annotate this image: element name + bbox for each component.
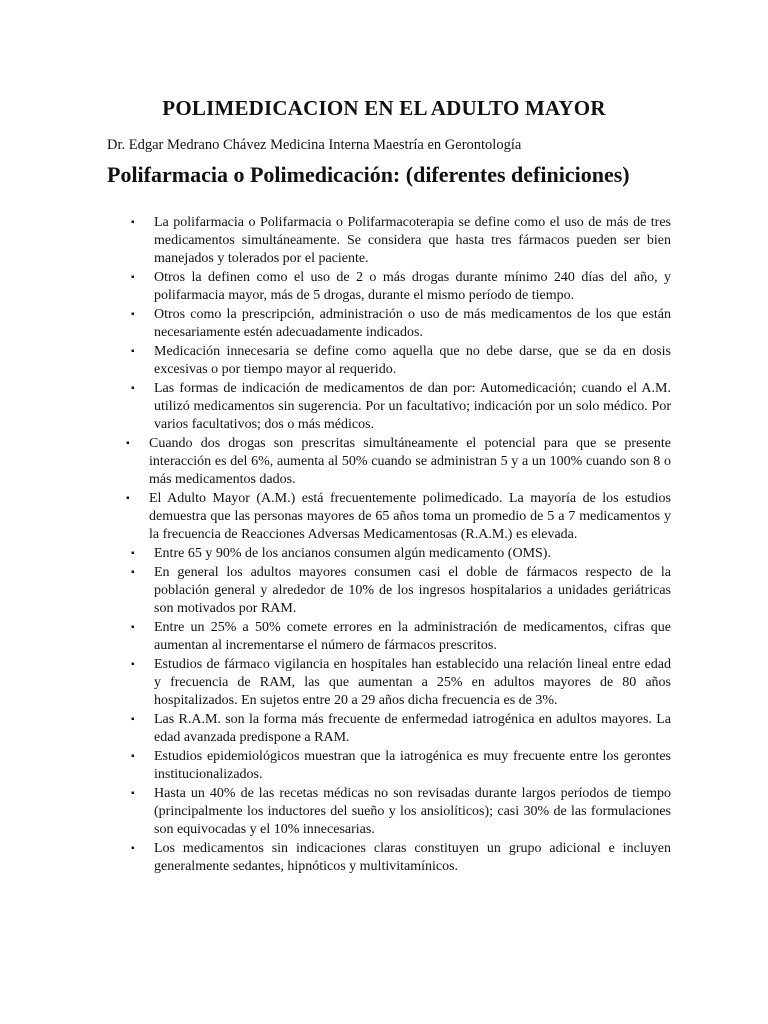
list-item-text: Cuando dos drogas son prescritas simultáneamente el potencial para que se presente interacción es del 6%, aumenta al 50% cuando se administran 5 y a un 100% cuando son 8 o más medicamentos dados. xyxy=(149,436,671,487)
square-bullet-icon: ▪ xyxy=(131,659,135,670)
list-item xyxy=(0,435,768,489)
square-bullet-icon: ▪ xyxy=(131,217,135,228)
list-item xyxy=(0,840,768,876)
list-item xyxy=(0,214,768,268)
list-item-text: El Adulto Mayor (A.M.) está frecuentemente polimedicado. La mayoría de los estudios demuestra que las personas mayores de 65 años toma un promedio de 5 a 7 medicamentos y la frecuencia de Reacciones Adversas Medicamentosas (R.A.M.) es elevada. xyxy=(149,491,671,542)
list-item xyxy=(0,545,768,563)
list-item xyxy=(0,306,768,342)
square-bullet-icon: ▪ xyxy=(131,346,135,357)
document-title: POLIMEDICACION EN EL ADULTO MAYOR xyxy=(162,96,606,120)
square-bullet-icon: ▪ xyxy=(131,383,135,394)
square-bullet-icon: ▪ xyxy=(131,751,135,762)
list-item xyxy=(0,656,768,710)
list-item-text: Estudios de fármaco vigilancia en hospitales han establecido una relación lineal entre edad y frecuencia de RAM, las que aumentan a 25% en adultos mayores de 80 años hospitalizados. En sujetos entre 20 a 29 años dicha frecuencia es de 3%. xyxy=(154,657,671,708)
list-item xyxy=(0,748,768,784)
list-item-text: Estudios epidemiológicos muestran que la iatrogénica es muy frecuente entre los gerontes institucionalizados. xyxy=(154,749,671,782)
list-item-text: Medicación innecesaria se define como aquella que no debe darse, que se da en dosis excesivas o por tiempo mayor al requerido. xyxy=(154,344,671,377)
list-item xyxy=(0,564,768,618)
list-item xyxy=(0,380,768,434)
square-bullet-icon: ▪ xyxy=(131,843,135,854)
square-bullet-icon: ▪ xyxy=(131,788,135,799)
list-item-text: Otros como la prescripción, administración o uso de más medicamentos de los que están necesariamente estén adecuadamente indicados. xyxy=(154,307,671,340)
section-heading: Polifarmacia o Polimedicación: (diferentes definiciones) xyxy=(107,162,630,187)
list-item-text: Otros la definen como el uso de 2 o más drogas durante mínimo 240 días del año, y polifarmacia mayor, más de 5 drogas, durante el mismo período de tiempo. xyxy=(154,270,671,303)
list-item-text: Los medicamentos sin indicaciones claras constituyen un grupo adicional e incluyen generalmente sedantes, hipnóticos y multivitamínicos. xyxy=(154,841,671,874)
list-item xyxy=(0,785,768,839)
list-item-text: Entre 65 y 90% de los ancianos consumen algún medicamento (OMS). xyxy=(154,546,551,561)
list-item xyxy=(0,711,768,747)
list-item xyxy=(0,269,768,305)
list-item-text: La polifarmacia o Polifarmacia o Polifarmacoterapia se define como el uso de más de tres medicamentos simultáneamente. Se considera que hasta tres fármacos pueden ser bien manejados y tolerados por el paciente. xyxy=(154,215,671,266)
list-item xyxy=(0,490,768,544)
square-bullet-icon: ▪ xyxy=(131,622,135,633)
list-item-text: Entre un 25% a 50% comete errores en la administración de medicamentos, cifras que aumentan al incrementarse el número de fármacos prescritos. xyxy=(154,620,671,653)
list-item-text: En general los adultos mayores consumen casi el doble de fármacos respecto de la población general y alrededor de 10% de los ingresos hospitalarios a unidades geriátricas son motivados por RAM. xyxy=(154,565,671,616)
square-bullet-icon: ▪ xyxy=(131,309,135,320)
list-item-text: Las formas de indicación de medicamentos de dan por: Automedicación; cuando el A.M. utilizó medicamentos sin sugerencia. Por un facultativo; indicación por un solo médico. Por varios facultativos; dos o más médicos. xyxy=(154,381,671,432)
author-line: Dr. Edgar Medrano Chávez Medicina Interna Maestría en Gerontología xyxy=(107,137,522,153)
square-bullet-icon: ▪ xyxy=(131,548,135,559)
square-bullet-icon: ▪ xyxy=(126,438,130,449)
list-item-text: Las R.A.M. son la forma más frecuente de enfermedad iatrogénica en adultos mayores. La edad avanzada predispone a RAM. xyxy=(154,712,671,745)
definitions-list xyxy=(0,214,768,877)
square-bullet-icon: ▪ xyxy=(131,272,135,283)
square-bullet-icon: ▪ xyxy=(131,714,135,725)
square-bullet-icon: ▪ xyxy=(126,493,130,504)
list-item xyxy=(0,343,768,379)
list-item xyxy=(0,619,768,655)
list-item-text: Hasta un 40% de las recetas médicas no son revisadas durante largos períodos de tiempo (principalmente los inductores del sueño y los ansiolíticos); casi 30% de las formulaciones son equivocadas y el 10% innecesarias. xyxy=(154,786,671,837)
square-bullet-icon: ▪ xyxy=(131,567,135,578)
